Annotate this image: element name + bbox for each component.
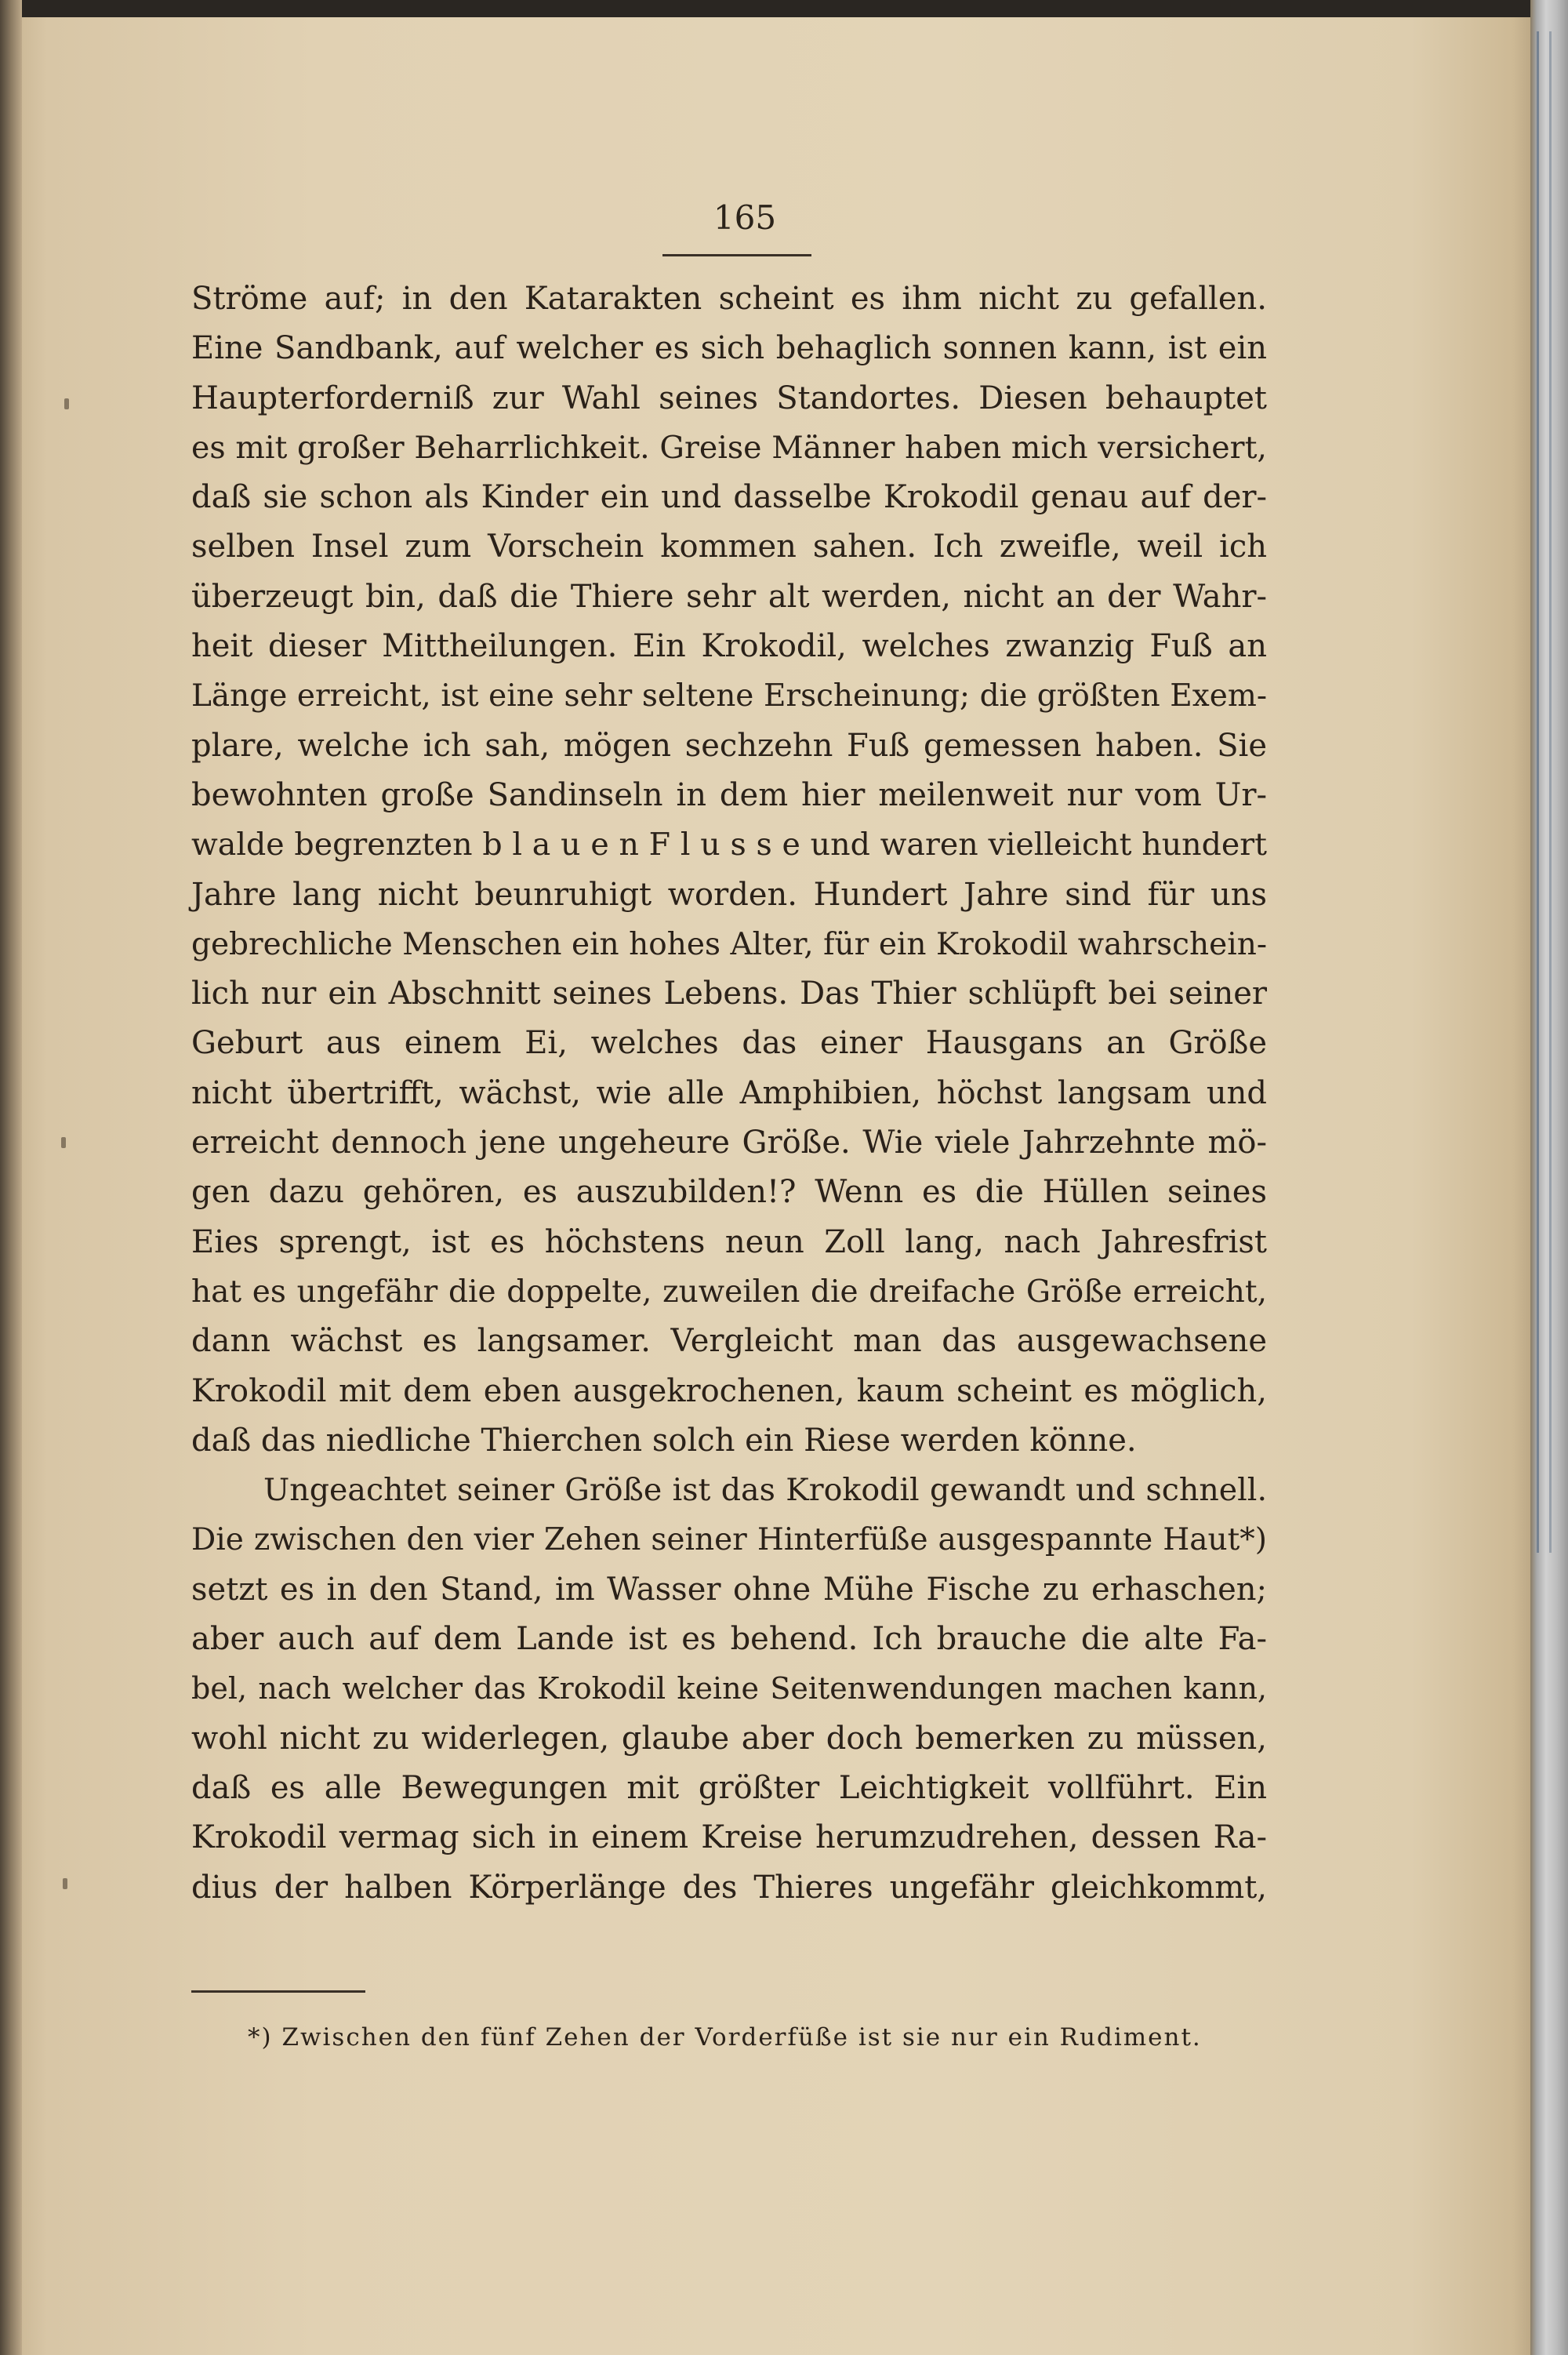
text-line: Eies sprengt, ist es höchstens neun Zoll lang, nach Jahresfrist <box>191 1223 1267 1260</box>
fore-edge-stripe <box>1549 31 1552 1553</box>
footnote-rule <box>191 1990 365 1993</box>
footnote: *) Zwischen den fünf Zehen der Vorderfüße ist sie nur ein Rudiment. <box>248 2023 1202 2052</box>
text-line: daß sie schon als Kinder ein und dasselbe Krokodil genau auf der- <box>191 479 1267 516</box>
text-line: heit dieser Mittheilungen. Ein Krokodil, welches zwanzig Fuß an <box>191 628 1267 665</box>
margin-mark <box>64 398 69 409</box>
text-line: walde begrenzten b l a u e n F l u s s e und waren vielleicht hundert <box>191 827 1267 863</box>
text-line: gebrechliche Menschen ein hohes Alter, für ein Krokodil wahrschein- <box>191 926 1267 962</box>
body-text <box>191 274 1267 1913</box>
text-line: Länge erreicht, ist eine sehr seltene Erscheinung; die größten Exem- <box>191 678 1267 714</box>
text-line: daß das niedliche Thierchen solch ein Riese werden könne. <box>191 1422 1137 1459</box>
text-line: aber auch auf dem Lande ist es behend. Ich brauche die alte Fa- <box>191 1621 1267 1658</box>
text-line: selben Insel zum Vorschein kommen sahen. Ich zweifle, weil ich <box>191 529 1267 565</box>
page-number: 165 <box>713 198 777 237</box>
text-line: wohl nicht zu widerlegen, glaube aber doch bemerken zu müssen, <box>191 1720 1267 1757</box>
text-line: plare, welche ich sah, mögen sechzehn Fuß gemessen haben. Sie <box>191 727 1267 764</box>
text-line: Ungeachtet seiner Größe ist das Krokodil gewandt und schnell. <box>263 1472 1267 1509</box>
text-line: Die zwischen den vier Zehen seiner Hinterfüße ausgespannte Haut*) <box>191 1522 1267 1558</box>
book-spine-edge <box>0 0 22 2355</box>
text-line: Haupterforderniß zur Wahl seines Standortes. Diesen behauptet <box>191 380 1267 416</box>
text-line: dann wächst es langsamer. Vergleicht man das ausgewachsene <box>191 1323 1267 1360</box>
fore-edge-stripe <box>1537 31 1539 1553</box>
text-line: Jahre lang nicht beunruhigt worden. Hundert Jahre sind für uns <box>191 876 1267 913</box>
text-line: gen dazu gehören, es auszubilden!? Wenn es die Hüllen seines <box>191 1174 1267 1211</box>
text-line: setzt es in den Stand, im Wasser ohne Mühe Fische zu erhaschen; <box>191 1571 1267 1608</box>
text-line: nicht übertrifft, wächst, wie alle Amphibien, höchst langsam und <box>191 1074 1267 1111</box>
text-line: Krokodil mit dem eben ausgekrochenen, kaum scheint es möglich, <box>191 1372 1267 1409</box>
text-line: Krokodil vermag sich in einem Kreise herumzudrehen, dessen Ra- <box>191 1819 1267 1856</box>
text-line: lich nur ein Abschnitt seines Lebens. Das Thier schlüpft bei seiner <box>191 976 1267 1012</box>
scan-top-edge <box>0 0 1568 17</box>
text-line: Geburt aus einem Ei, welches das einer Hausgans an Größe <box>191 1025 1267 1062</box>
text-line: erreicht dennoch jene ungeheure Größe. Wie viele Jahrzehnte mö- <box>191 1125 1267 1161</box>
text-line: es mit großer Beharrlichkeit. Greise Männer haben mich versichert, <box>191 429 1267 466</box>
text-line: daß es alle Bewegungen mit größter Leichtigkeit vollführt. Ein <box>191 1769 1267 1806</box>
text-line: Ströme auf; in den Katarakten scheint es ihm nicht zu gefallen. <box>191 281 1267 317</box>
header-rule <box>662 254 811 256</box>
text-line: überzeugt bin, daß die Thiere sehr alt werden, nicht an der Wahr- <box>191 578 1267 615</box>
margin-mark <box>63 1878 67 1889</box>
text-line: dius der halben Körperlänge des Thieres ungefähr gleichkommt, <box>191 1869 1267 1906</box>
margin-mark <box>61 1137 66 1148</box>
text-line: bel, nach welcher das Krokodil keine Seitenwendungen machen kann, <box>191 1671 1267 1706</box>
text-line: Eine Sandbank, auf welcher es sich behaglich sonnen kann, ist ein <box>191 330 1267 367</box>
text-line: bewohnten große Sandinseln in dem hier meilenweit nur vom Ur- <box>191 776 1267 813</box>
text-line: hat es ungefähr die doppelte, zuweilen die dreifache Größe erreicht, <box>191 1274 1267 1310</box>
